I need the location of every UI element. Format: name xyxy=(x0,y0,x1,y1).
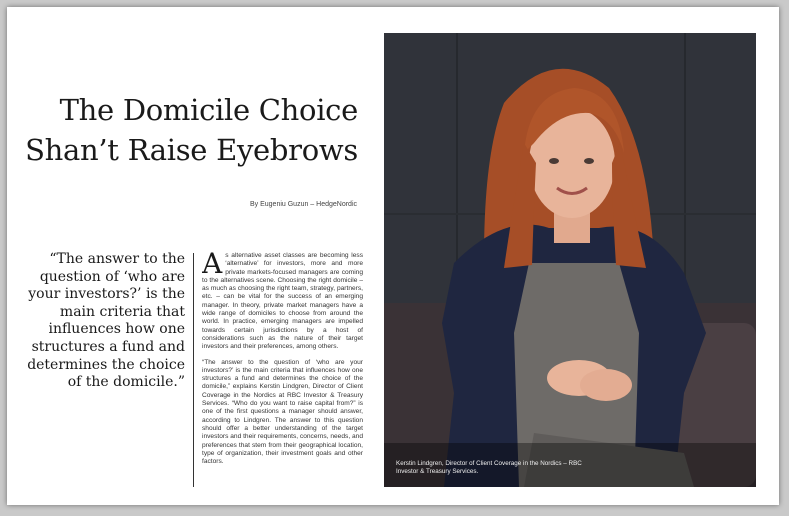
photo-caption: Kerstin Lindgren, Director of Client Coverage in the Nordics – RBC Investor & Treasury Services. xyxy=(396,460,582,475)
magazine-spread xyxy=(7,7,779,505)
headline-line-1: The Domicile Choice xyxy=(59,93,358,127)
portrait-photo xyxy=(384,33,756,487)
column-divider xyxy=(193,253,194,487)
drop-cap: A xyxy=(202,252,223,280)
paragraph-2: “The answer to the question of ‘who are your investors?’ is the main criteria that influences how one structures a fund and determines the choice of the domicile,” explains Kerstin Lindgren, Director of Client Coverage in the Nordics at RBC Investor & Treasury Services. “Who do you want to raise capital from?” is one of the first questions a manager should answer, according to Lindgren. The answer to this question should offer a better understanding of the target investors and their requirements, concerns, needs, and preferences that stem from their geographical location, type of organization, their investment goals and other factors. xyxy=(202,358,363,466)
headline xyxy=(25,90,358,170)
portrait-illustration xyxy=(384,33,756,487)
paragraph-1 xyxy=(202,252,363,352)
byline: By Eugeniu Guzun – HedgeNordic xyxy=(249,201,357,208)
paragraph-1-text: s alternative asset classes are becoming less ‘alternative’ for investors, more and more private markets-focused managers are coming to the alternatives scene. Choosing the right domicile – as much as choosing the right team, strategy, partners, etc. – can be vital for the success of an emerging manager. In theory, private market managers have a wide range of domiciles to choose from around the world. In practice, emerging managers are impelled towards certain jurisdictions by a host of considerations such as the nature of their target investors and their preferences, among others. xyxy=(202,252,363,351)
headline-line-2: Shan’t Raise Eyebrows xyxy=(25,133,358,167)
article-body xyxy=(202,252,363,488)
pull-quote: “The answer to the question of ‘who are your investors?’ is the main criteria that influences how one structures a fund and determines the choice of the domicile.” xyxy=(27,251,185,391)
